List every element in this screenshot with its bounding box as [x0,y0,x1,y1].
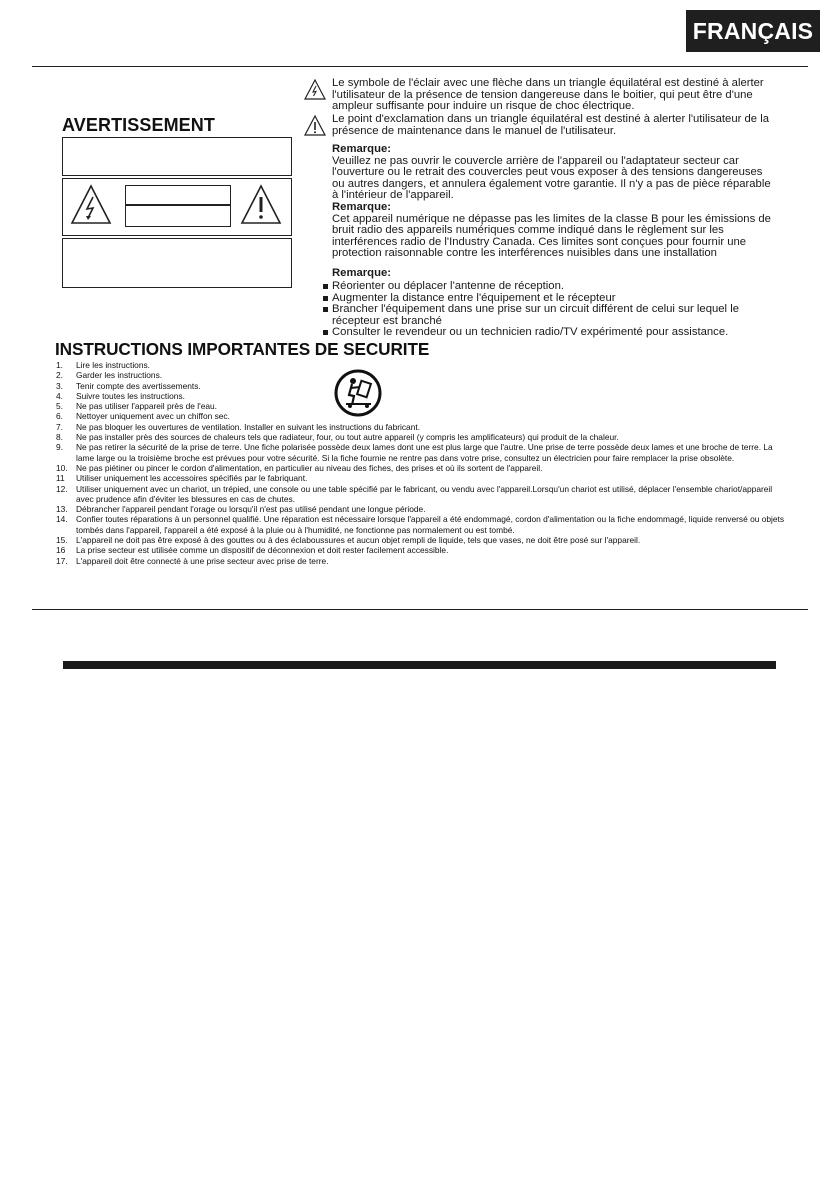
warning-symbol-box [62,178,292,236]
list-item-number: 1. [56,360,63,370]
list-item-text: Ne pas utiliser l'appareil près de l'eau. [76,401,217,412]
list-item-text: Utiliser uniquement avec un chariot, un trépied, une console ou une table spécifié par le fabricant, ou vendu avec l'appareil.Lorsqu'un chariot est utilisé, déplacer l'ensemble chariot/appareil avec prudence afin d'éviter les blessures en cas de chutes. [76,483,773,504]
lightning-symbol-text: Le symbole de l'éclair avec une flèche dans un triangle équilatéral est destiné à alerter l'utilisateur de la présence de tension dangereuse dans le boitier, qui peut être d'une ampleur suffisante pour induire un risque de choc électrique. [332,77,764,113]
list-item-text: Débrancher l'appareil pendant l'orage ou lorsqu'il n'est pas utilisé pendant une longue période. [76,504,426,515]
list-item-number: 17. [56,555,68,566]
list-item-number: 5. [56,401,63,412]
list-item-text: La prise secteur est utilisée comme un dispositif de déconnexion et doit rester facilement accessible. [76,545,449,556]
remedies-list [323,281,783,339]
list-item [56,556,786,566]
list-item [56,401,786,411]
exclamation-triangle-icon [303,114,327,138]
warning-box-top [62,137,292,176]
list-item-text: Nettoyer uniquement avec un chiffon sec. [76,411,230,422]
list-item: Augmenter la distance entre l'équipement et le récepteur [323,293,783,305]
exclamation-symbol-text: Le point d'exclamation dans un triangle équilatéral est destiné à alerter l'utilisateur de la présence de maintenance dans le manuel de l'utilisateur. [332,113,769,137]
lightning-triangle-icon [303,78,327,102]
list-item [56,463,786,473]
list-item-number: 14. [56,514,68,525]
warning-box-bottom [62,238,292,288]
list-item [56,504,786,514]
list-item-text: Garder les instructions. [76,370,163,381]
note-remedies-heading: Remarque: [332,267,392,279]
list-item: Brancher l'équipement dans une prise sur un circuit différent de celui sur lequel le récepteur est branché [323,304,783,327]
list-item [56,391,786,401]
list-item-number: 13. [56,504,68,515]
list-item: Consulter le revendeur ou un technicien radio/TV expérimenté pour assistance. [323,327,783,339]
list-item-text: L'appareil ne doit pas être exposé à des gouttes ou à des éclaboussures et aucun objet rempli de liquide, tels que vases, ne doit être posé sur l'appareil. [76,535,641,546]
list-item-number: 8. [56,432,63,443]
list-item-text: Ne pas installer près des sources de chaleurs tels que radiateur, four, ou tout autre appareil (y compris les amplificateurs) qui produit de la chaleur. [76,432,619,443]
warning-label-top [125,185,231,205]
list-item-number: 10. [56,462,68,473]
list-item-number: 12. [56,483,68,494]
list-item-text: Ne pas retirer la sécurité de la prise de terre. Une fiche polarisée possède deux lames dont une est plus large que l'autre. Une prise de terre possède deux lames et une broche de terre. La lame large ou la troisième broche est prévues pour votre sécurité. Si la fiche fournie ne rentre pas dans votre prise, consultez un électricien pour faire remplacer la prise obsolète. [76,442,773,463]
language-tab: FRANÇAIS [686,10,820,52]
list-item-text: Confier toutes réparations à un personnel qualifié. Une réparation est nécessaire lorsque l'appareil a été endommagé, cordon d'alimentation ou la fiche endommagé, liquide renversé ou objets tombés dans l'appareil, l'appareil a été exposé à la pluie ou à l'humidité, ne fonctionne pas normalement ou est tombé. [76,514,785,535]
list-item [56,535,786,545]
list-item [56,360,786,370]
list-item [56,381,786,391]
list-item-text: Tenir compte des avertissements. [76,380,201,391]
list-item [56,411,786,421]
list-item-text: L'appareil doit être connecté à une prise secteur avec prise de terre. [76,555,329,566]
list-item [56,370,786,380]
list-item-text: Ne pas bloquer les ouvertures de ventilation. Installer en suivant les instructions du fabricant. [76,421,421,432]
list-item-number: 6. [56,411,63,422]
note-class-b: Remarque: Cet appareil numérique ne dépasse pas les limites de la classe B pour les émissions de bruit radio des appareils numériques comme indiqué dans le règlement sur les interférences radio de l'Industry Canada. Ces limites sont conçues pour fournir une protection raisonnable contre les interférences nuisibles dans une installation [332,201,771,260]
list-item-text: Ne pas piétiner ou pincer le cordon d'alimentation, en particulier au niveau des fiches, des prises et où ils sortent de l'appareil. [76,462,543,473]
list-item: Réorienter ou déplacer l'antenne de réception. [323,281,783,293]
list-item-number: 7. [56,421,63,432]
list-item-number: 16 [56,545,66,556]
section-bar [63,661,776,669]
instructions-list [56,360,786,566]
list-item [56,432,786,442]
list-item-number: 15. [56,535,68,546]
middle-divider [32,609,808,610]
list-item [56,422,786,432]
list-item [56,514,786,535]
list-item [56,484,786,505]
instructions-title: INSTRUCTIONS IMPORTANTES DE SECURITE [55,339,430,359]
exclamation-triangle-icon [239,183,283,227]
list-item-number: 11 [56,473,65,484]
list-item-number: 3. [56,380,63,391]
top-divider [32,66,808,67]
list-item-number: 9. [56,442,63,453]
warning-title: AVERTISSEMENT [62,115,215,135]
list-item [56,545,786,555]
list-item [56,473,786,483]
list-item [56,442,786,463]
list-item-text: Suivre toutes les instructions. [76,390,185,401]
list-item-text: Lire les instructions. [76,360,151,370]
warning-label-bottom [125,205,231,227]
list-item-number: 4. [56,390,63,401]
list-item-number: 2. [56,370,63,381]
lightning-triangle-icon [69,183,113,227]
note-cover: Remarque: Veuillez ne pas ouvrir le couvercle arrière de l'appareil ou l'adaptateur secteur car l'ouverture ou le retrait des couvercles peut vous exposer à des tensions dangereuses ou autres dangers, et annulera également votre garantie. Il n'y a pas de pièce réparable à l'intérieur de l'appareil. [332,143,771,202]
list-item-text: Utiliser uniquement les accessoires spécifiés par le fabriquant. [76,473,308,484]
